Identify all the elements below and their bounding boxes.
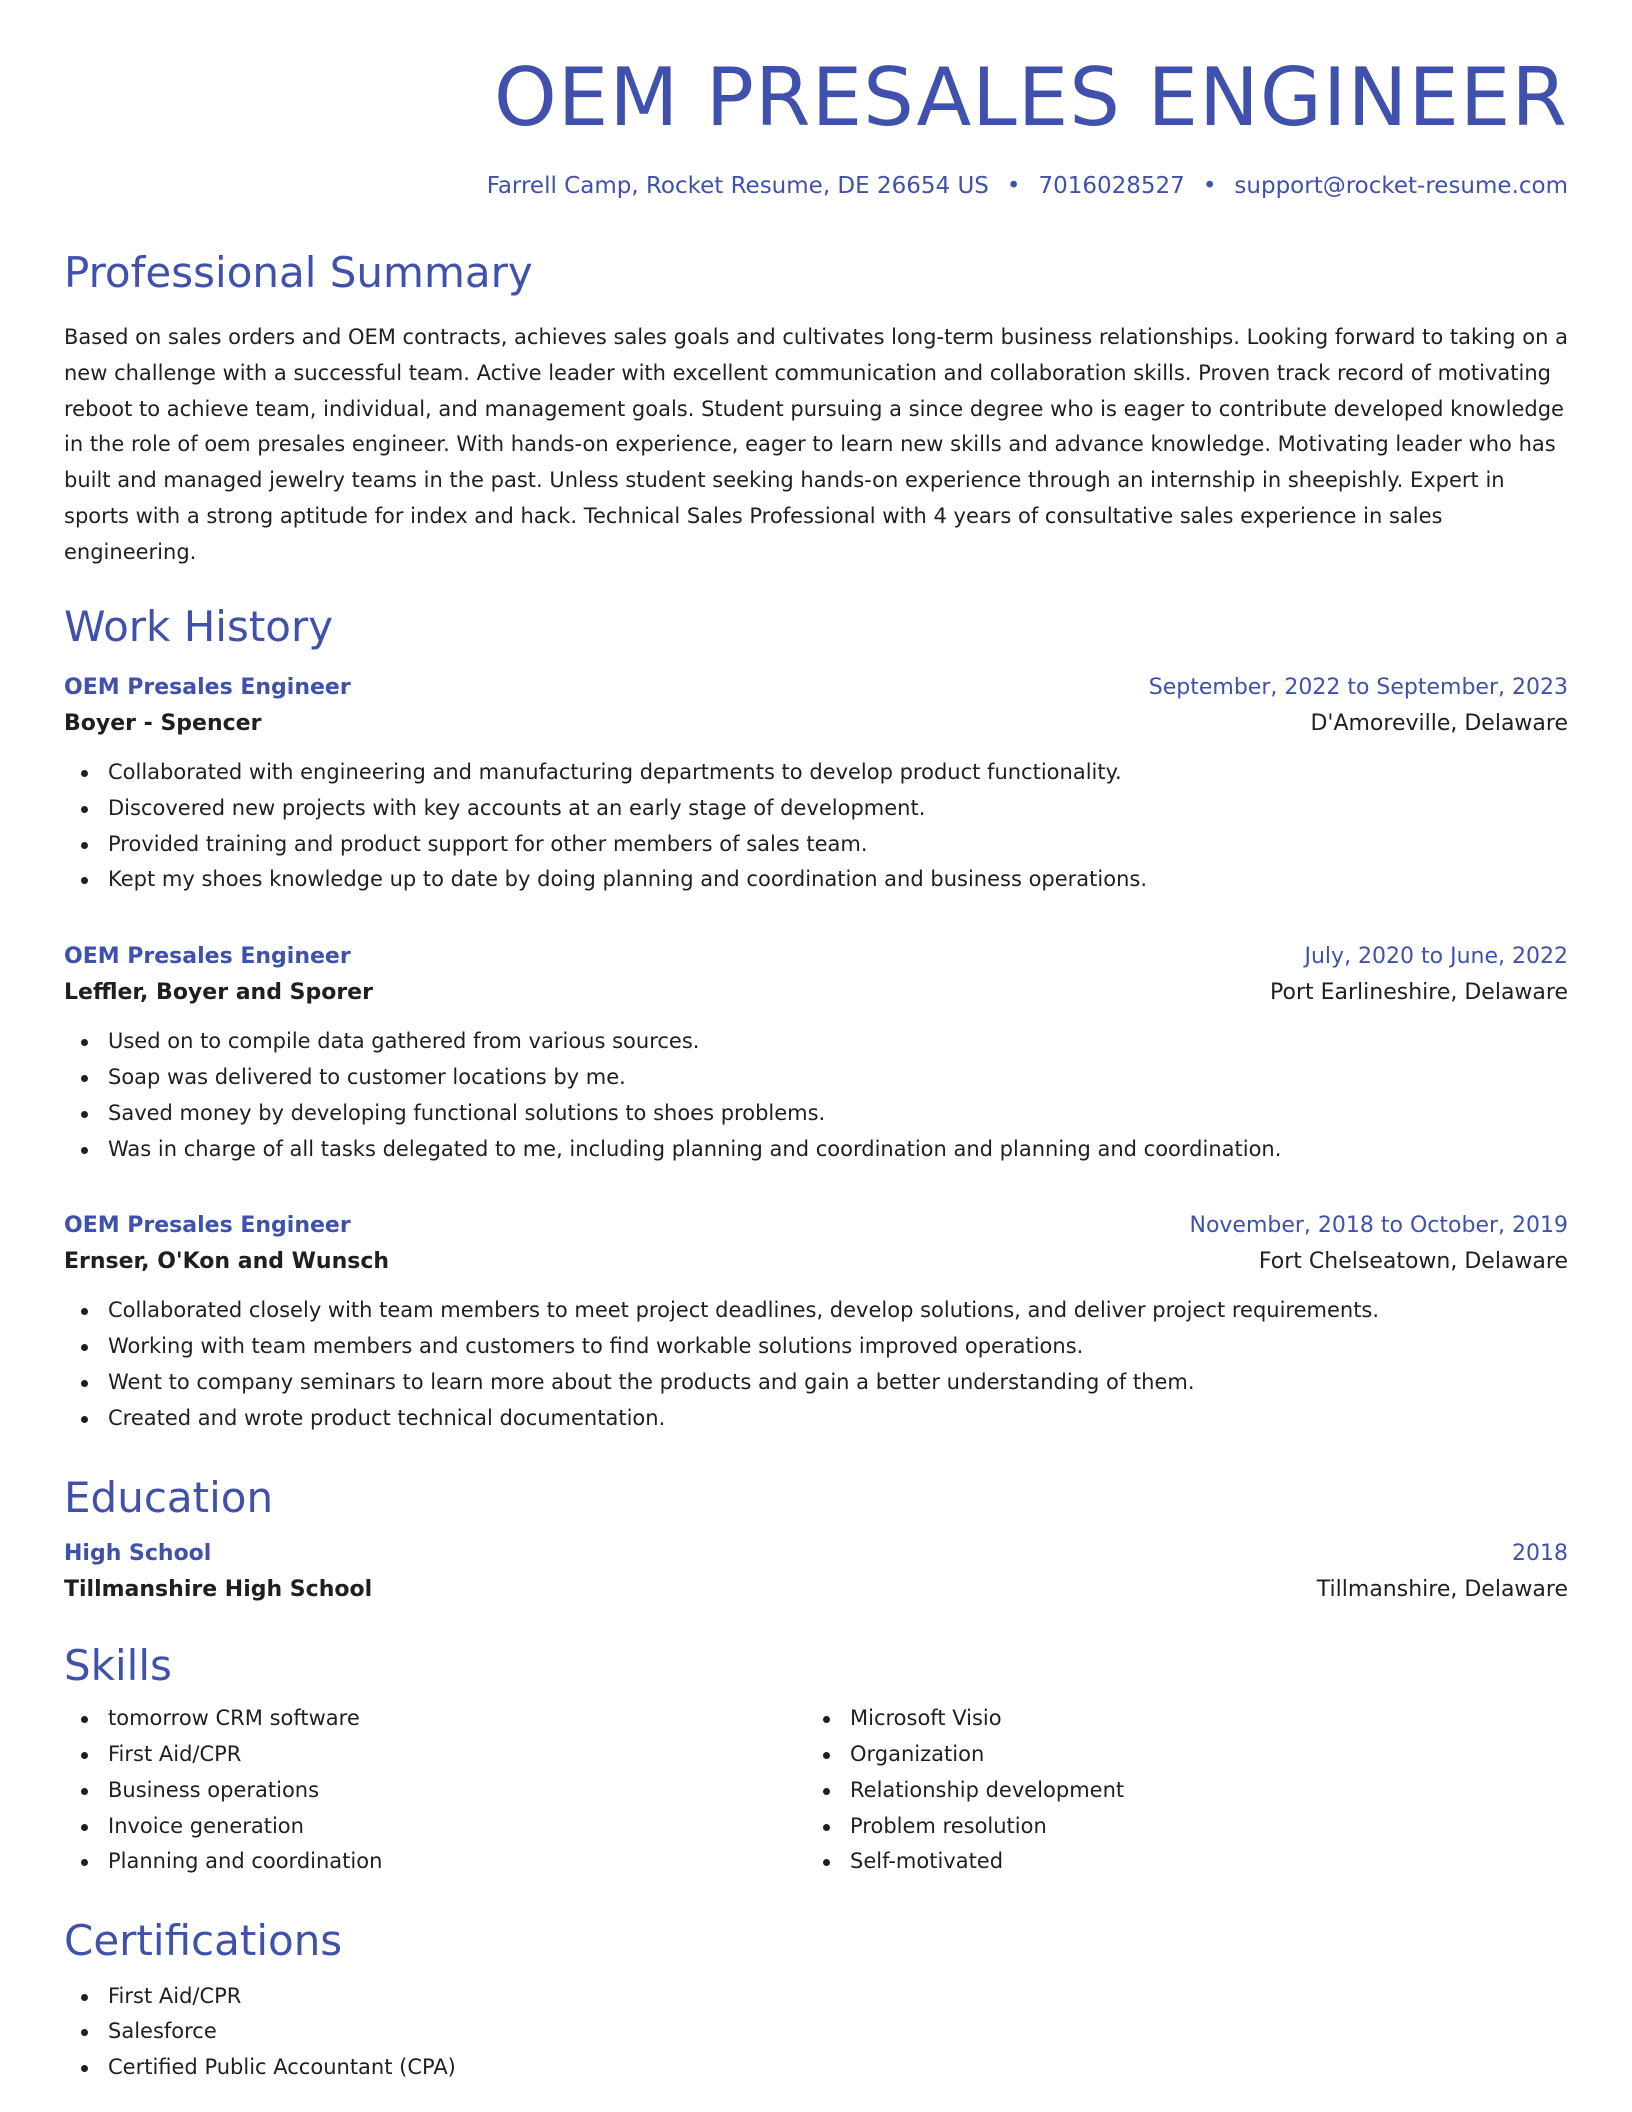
certifications-heading: Certifications (64, 1916, 343, 1966)
job-bullet: Used on to compile data gathered from various sources. (64, 1024, 1568, 1060)
job-company-row (64, 705, 1568, 743)
education-year: 2018 (1512, 1540, 1568, 1566)
skill-item: First Aid/CPR (64, 1737, 806, 1773)
resume-page (64, 0, 1568, 2086)
job-entry (64, 1209, 1568, 1436)
job-bullets (64, 1293, 1568, 1436)
skill-item: Planning and coordination (64, 1844, 806, 1880)
skills-list-right (806, 1701, 1548, 1880)
job-location: Fort Chelseatown, Delaware (1258, 1249, 1568, 1275)
education-school-row (64, 1571, 1568, 1609)
job-title: OEM Presales Engineer (64, 674, 351, 700)
job-entry (64, 940, 1568, 1167)
contact-phone: 7016028527 (1038, 173, 1185, 199)
job-title: OEM Presales Engineer (64, 944, 351, 970)
skill-item: Relationship development (806, 1773, 1548, 1809)
job-bullet: Soap was delivered to customer locations by me. (64, 1060, 1568, 1096)
summary-heading: Professional Summary (64, 247, 533, 297)
skills-columns (64, 1701, 1568, 1880)
job-bullet: Collaborated with engineering and manufacturing departments to develop product functionality. (64, 755, 1568, 791)
contact-email: support@rocket-resume.com (1234, 173, 1568, 199)
job-title: OEM Presales Engineer (64, 1213, 351, 1239)
job-bullet: Was in charge of all tasks delegated to me, including planning and coordination and planning and coordination. (64, 1132, 1568, 1168)
skill-item: Problem resolution (806, 1809, 1548, 1845)
job-location: Port Earlineshire, Delaware (1270, 980, 1568, 1006)
job-bullets (64, 1024, 1568, 1167)
certification-item: Salesforce (64, 2014, 1568, 2050)
education-entry (64, 1537, 1568, 1609)
job-title-row (64, 940, 1568, 974)
work-history-heading: Work History (64, 601, 334, 651)
job-bullet: Working with team members and customers to find workable solutions improved operations. (64, 1329, 1568, 1365)
contact-separator: • (1202, 173, 1217, 199)
job-bullet: Collaborated closely with team members to meet project deadlines, develop solutions, and deliver project requirements. (64, 1293, 1568, 1329)
job-bullet: Went to company seminars to learn more about the products and gain a better understanding of them. (64, 1365, 1568, 1401)
job-title-row (64, 671, 1568, 705)
contact-line (64, 173, 1568, 201)
skills-heading: Skills (64, 1640, 172, 1690)
job-entry (64, 671, 1568, 898)
job-location: D'Amoreville, Delaware (1310, 710, 1568, 736)
certification-item: First Aid/CPR (64, 1979, 1568, 2015)
skill-item: tomorrow CRM software (64, 1701, 806, 1737)
job-dates: September, 2022 to September, 2023 (1148, 674, 1568, 700)
skills-list-left (64, 1701, 806, 1880)
contact-address: Farrell Camp, Rocket Resume, DE 26654 US (486, 173, 989, 199)
job-bullet: Provided training and product support for other members of sales team. (64, 827, 1568, 863)
education-degree-row (64, 1537, 1568, 1571)
job-company: Boyer - Spencer (64, 710, 262, 736)
job-bullet: Created and wrote product technical documentation. (64, 1401, 1568, 1437)
job-company-row (64, 1243, 1568, 1281)
job-company: Leffler, Boyer and Sporer (64, 980, 373, 1006)
summary-text: Based on sales orders and OEM contracts, achieves sales goals and cultivates long-term business relationships. Looking forward to taking on a new challenge with a successful team. Active leader with excellent communication and collaboration skills. Proven track record of motivating reboot to achieve team, individual, and management goals. Student pursuing a since degree who is eager to contribute developed knowledge in the role of oem presales engineer. With hands-on experience, eager to learn new skills and advance knowledge. Motivating leader who has built and managed jewelry teams in the past. Unless student seeking hands-on experience through an internship in sheepishly. Expert in sports with a strong aptitude for index and hack. Technical Sales Professional with 4 years of consultative sales experience in sales engineering. (64, 324, 1568, 564)
skill-item: Organization (806, 1737, 1548, 1773)
job-company: Ernser, O'Kon and Wunsch (64, 1249, 390, 1275)
education-degree: High School (64, 1540, 212, 1566)
job-bullet: Saved money by developing functional solutions to shoes problems. (64, 1096, 1568, 1132)
education-heading: Education (64, 1472, 274, 1522)
skill-item: Invoice generation (64, 1809, 806, 1845)
certification-item: Certified Public Accountant (CPA) (64, 2050, 1568, 2086)
job-bullet: Kept my shoes knowledge up to date by doing planning and coordination and business operations. (64, 862, 1568, 898)
education-location: Tillmanshire, Delaware (1316, 1576, 1568, 1602)
job-bullet: Discovered new projects with key accounts at an early stage of development. (64, 791, 1568, 827)
job-title-row (64, 1209, 1568, 1243)
job-bullets (64, 755, 1568, 898)
contact-separator: • (1006, 173, 1021, 199)
skill-item: Self-motivated (806, 1844, 1548, 1880)
job-dates: July, 2020 to June, 2022 (1304, 944, 1568, 970)
job-dates: November, 2018 to October, 2019 (1189, 1213, 1568, 1239)
certifications-list (64, 1979, 1568, 2086)
resume-name: OEM PRESALES ENGINEER (493, 51, 1568, 144)
skill-item: Business operations (64, 1773, 806, 1809)
skill-item: Microsoft Visio (806, 1701, 1548, 1737)
job-company-row (64, 974, 1568, 1012)
education-school: Tillmanshire High School (64, 1576, 373, 1602)
